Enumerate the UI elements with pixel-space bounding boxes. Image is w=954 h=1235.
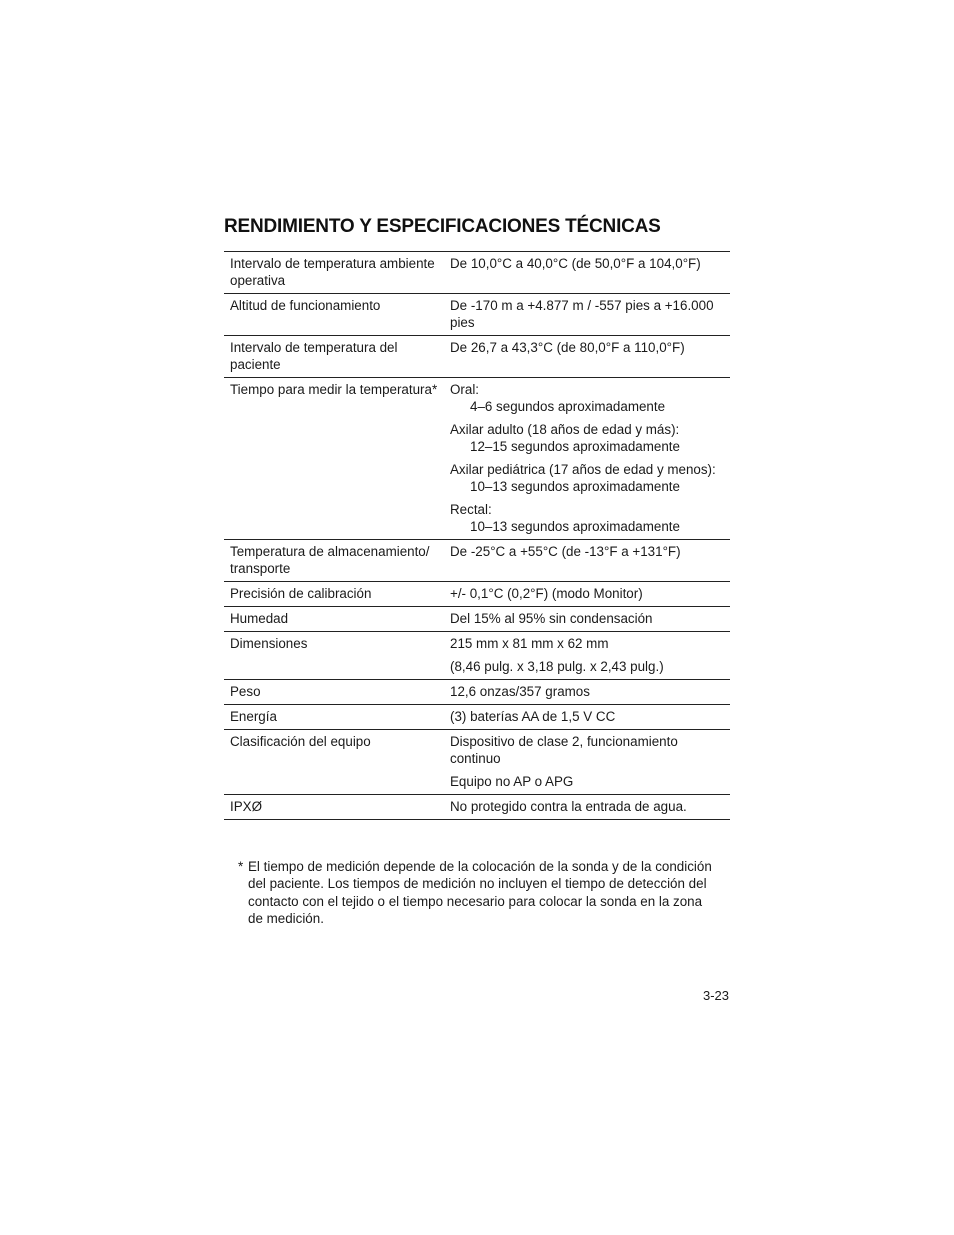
spec-value: No protegido contra la entrada de agua. xyxy=(450,799,687,814)
table-row xyxy=(224,607,730,632)
spec-label: Dimensiones xyxy=(230,636,308,651)
measure-group-head: Rectal: xyxy=(450,502,492,517)
spec-label: Energía xyxy=(230,709,277,724)
spec-value: De -170 m a +4.877 m / -557 pies a +16.000 pies xyxy=(450,298,714,330)
measure-group-time: 4–6 segundos aproximadamente xyxy=(470,399,666,414)
measure-group xyxy=(450,501,730,535)
measure-group-time: 12–15 segundos aproximadamente xyxy=(470,439,680,454)
spec-value-secondary: (8,46 pulg. x 3,18 pulg. x 2,43 pulg.) xyxy=(450,659,664,674)
table-row xyxy=(224,378,730,540)
spec-label: Precisión de calibración xyxy=(230,586,372,601)
spec-value: +/- 0,1°C (0,2°F) (modo Monitor) xyxy=(450,586,643,601)
measure-group-head: Axilar adulto (18 años de edad y más): xyxy=(450,422,680,437)
measure-group xyxy=(450,461,730,495)
spec-label: Humedad xyxy=(230,611,289,626)
spec-label: Temperatura de almacenamiento/ transporte xyxy=(230,544,430,576)
measure-group xyxy=(450,421,730,455)
measure-group-head: Axilar pediátrica (17 años de edad y menos): xyxy=(450,462,716,477)
measure-group-time: 10–13 segundos aproximadamente xyxy=(470,519,680,534)
spec-value: 12,6 onzas/357 gramos xyxy=(450,684,590,699)
footnote-mark: * xyxy=(238,859,244,874)
table-row xyxy=(224,705,730,730)
measure-group xyxy=(450,381,730,415)
measure-group-time: 10–13 segundos aproximadamente xyxy=(470,479,680,494)
page-number: 3-23 xyxy=(703,988,730,1003)
spec-label: Clasificación del equipo xyxy=(230,734,371,749)
spec-label: Intervalo de temperatura del paciente xyxy=(230,340,398,372)
spec-value: Del 15% al 95% sin condensación xyxy=(450,611,653,626)
table-row xyxy=(224,252,730,294)
spec-label: Intervalo de temperatura ambiente operativa xyxy=(230,256,435,288)
spec-label: Tiempo para medir la temperatura* xyxy=(230,382,438,397)
table-row xyxy=(224,336,730,378)
table-row xyxy=(224,795,730,820)
table-row xyxy=(224,540,730,582)
page-title: RENDIMIENTO Y ESPECIFICACIONES TÉCNICAS xyxy=(224,216,661,237)
spec-label: IPXØ xyxy=(230,799,262,814)
spec-label: Altitud de funcionamiento xyxy=(230,298,381,313)
table-row xyxy=(224,632,730,680)
table-row xyxy=(224,730,730,795)
spec-value: De 10,0°C a 40,0°C (de 50,0°F a 104,0°F) xyxy=(450,256,701,271)
spec-value: 215 mm x 81 mm x 62 mm xyxy=(450,636,609,651)
spec-value: Dispositivo de clase 2, funcionamiento continuo xyxy=(450,734,678,766)
measure-group-head: Oral: xyxy=(450,382,480,397)
footnote-text: El tiempo de medición depende de la colocación de la sonda y de la condición del paciente. Los tiempos de medición no incluyen el tiempo de detección del contacto con el tejido o el tiempo necesario para colocar la sonda en la zona de medición. xyxy=(248,859,712,926)
table-row xyxy=(224,582,730,607)
spec-table xyxy=(224,251,730,820)
spec-value: (3) baterías AA de 1,5 V CC xyxy=(450,709,616,724)
table-row xyxy=(224,294,730,336)
spec-value: De 26,7 a 43,3°C (de 80,0°F a 110,0°F) xyxy=(450,340,685,355)
spec-value: De -25°C a +55°C (de -13°F a +131°F) xyxy=(450,544,681,559)
spec-value-secondary: Equipo no AP o APG xyxy=(450,774,574,789)
footnote xyxy=(238,858,718,927)
spec-label: Peso xyxy=(230,684,261,699)
table-row xyxy=(224,680,730,705)
